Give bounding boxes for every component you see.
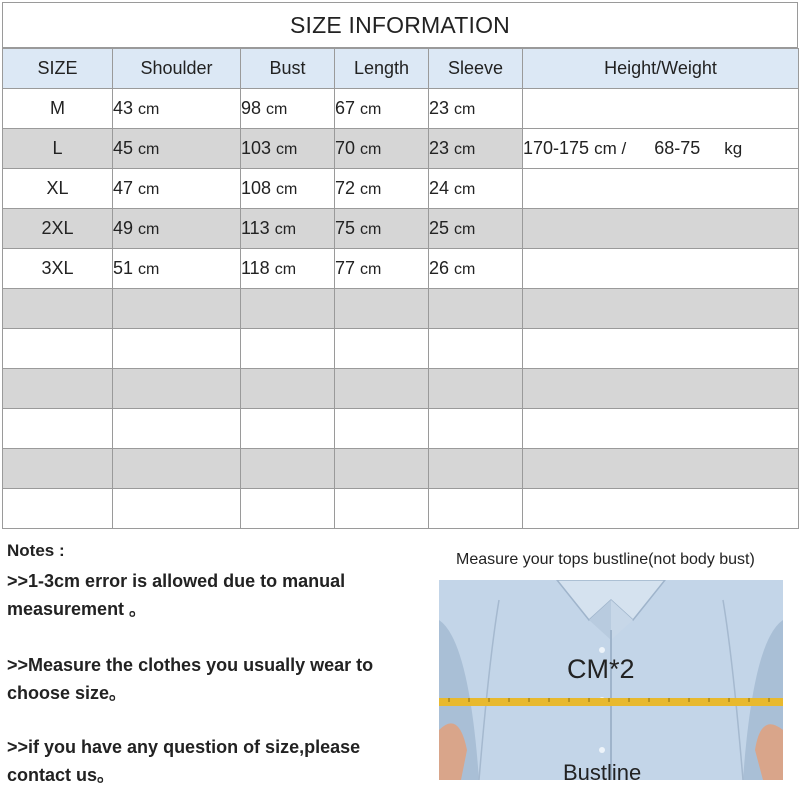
- cell-unit: cm: [266, 101, 288, 118]
- cell-value: 67: [335, 98, 356, 118]
- weight-unit: kg: [724, 139, 743, 158]
- measure-caption: Measure your tops bustline(not body bust): [456, 551, 755, 568]
- cell-value: 103: [241, 138, 272, 158]
- cell-size: XL: [3, 169, 113, 209]
- cell-shoulder: [113, 169, 241, 209]
- cell-value: 26: [429, 258, 450, 278]
- height-value: 170-175: [523, 138, 590, 158]
- empty-row: [3, 329, 799, 369]
- notes-panel: [2, 531, 430, 798]
- cell-sleeve: [429, 89, 523, 129]
- header-height-weight: Height/Weight: [523, 49, 799, 89]
- cell-length: [335, 89, 429, 129]
- header-length: Length: [335, 49, 429, 89]
- cell-sleeve: [429, 209, 523, 249]
- cell-unit: cm: [274, 261, 297, 278]
- header-sleeve: Sleeve: [429, 49, 523, 89]
- cell-unit: cm: [360, 261, 382, 278]
- cell-sleeve: [429, 169, 523, 209]
- cell-size: M: [3, 89, 113, 129]
- cell-shoulder: [113, 129, 241, 169]
- cell-value: 45: [113, 138, 134, 158]
- cell-unit: cm: [138, 141, 160, 158]
- shirt-photo: [439, 580, 783, 780]
- table-row: [3, 129, 799, 169]
- measure-panel: [430, 531, 798, 798]
- cell-unit: cm: [138, 221, 160, 238]
- size-table: [2, 48, 799, 529]
- cell-bust: [241, 249, 335, 289]
- cell-value: 108: [241, 178, 272, 198]
- note-item: >>1-3cm error is allowed due to manual measurement 。: [7, 571, 346, 619]
- cell-bust: [241, 169, 335, 209]
- measure-formula: CM*2: [567, 654, 635, 684]
- cell-size: 3XL: [3, 249, 113, 289]
- cell-bust: [241, 209, 335, 249]
- cell-unit: cm: [138, 101, 160, 118]
- page-title: SIZE INFORMATION: [2, 2, 798, 48]
- empty-row: [3, 369, 799, 409]
- cell-value: 23: [429, 98, 450, 118]
- cell-bust: [241, 89, 335, 129]
- cell-value: 75: [335, 218, 356, 238]
- cell-unit: cm: [274, 221, 297, 238]
- cell-sleeve: [429, 249, 523, 289]
- cell-value: 72: [335, 178, 356, 198]
- cell-value: 43: [113, 98, 134, 118]
- empty-row: [3, 489, 799, 529]
- cell-unit: cm: [454, 141, 476, 158]
- cell-height-weight: [523, 169, 799, 209]
- empty-row: [3, 289, 799, 329]
- cell-value: 24: [429, 178, 450, 198]
- cell-size: L: [3, 129, 113, 169]
- weight-value: 68-75: [654, 138, 701, 158]
- cell-value: 77: [335, 258, 356, 278]
- cell-unit: cm: [454, 221, 476, 238]
- header-size: SIZE: [3, 49, 113, 89]
- cell-unit: cm: [276, 181, 298, 198]
- cell-bust: [241, 129, 335, 169]
- note-item: >>Measure the clothes you usually wear to choose size。: [7, 655, 374, 703]
- cell-value: 70: [335, 138, 356, 158]
- notes-heading: Notes :: [7, 541, 65, 560]
- cell-unit: cm: [138, 181, 160, 198]
- cell-height-weight: [523, 249, 799, 289]
- cell-unit: cm: [454, 101, 476, 118]
- cell-length: [335, 209, 429, 249]
- table-header-row: [3, 49, 799, 89]
- empty-row: [3, 409, 799, 449]
- cell-unit: cm: [454, 261, 476, 278]
- cell-value: 49: [113, 218, 134, 238]
- cell-value: 113: [241, 218, 270, 238]
- cell-unit: cm: [360, 101, 382, 118]
- table-row: [3, 169, 799, 209]
- header-bust: Bust: [241, 49, 335, 89]
- table-row: [3, 209, 799, 249]
- cell-length: [335, 129, 429, 169]
- cell-height-weight: [523, 89, 799, 129]
- cell-value: 25: [429, 218, 450, 238]
- cell-length: [335, 169, 429, 209]
- cell-value: 47: [113, 178, 134, 198]
- bustline-label: Bustline: [563, 760, 642, 780]
- empty-row: [3, 449, 799, 489]
- cell-size: 2XL: [3, 209, 113, 249]
- tape-measure: [439, 698, 783, 706]
- note-item: >>if you have any question of size,please contact us。: [7, 737, 361, 785]
- cell-unit: cm: [276, 141, 298, 158]
- table-row: [3, 89, 799, 129]
- cell-value: 51: [113, 258, 134, 278]
- cell-height-weight: [523, 209, 799, 249]
- cell-value: 98: [241, 98, 262, 118]
- cell-height-weight: [523, 129, 799, 169]
- cell-sleeve: [429, 129, 523, 169]
- cell-unit: cm: [360, 141, 382, 158]
- header-shoulder: Shoulder: [113, 49, 241, 89]
- cell-shoulder: [113, 209, 241, 249]
- cell-value: 23: [429, 138, 450, 158]
- cell-shoulder: [113, 249, 241, 289]
- cell-length: [335, 249, 429, 289]
- table-row: [3, 249, 799, 289]
- cell-unit: cm: [454, 181, 476, 198]
- cell-unit: cm: [360, 221, 382, 238]
- cell-unit: cm: [360, 181, 382, 198]
- cell-value: 118: [241, 258, 270, 278]
- cell-shoulder: [113, 89, 241, 129]
- height-unit: cm /: [594, 139, 627, 158]
- cell-unit: cm: [138, 261, 160, 278]
